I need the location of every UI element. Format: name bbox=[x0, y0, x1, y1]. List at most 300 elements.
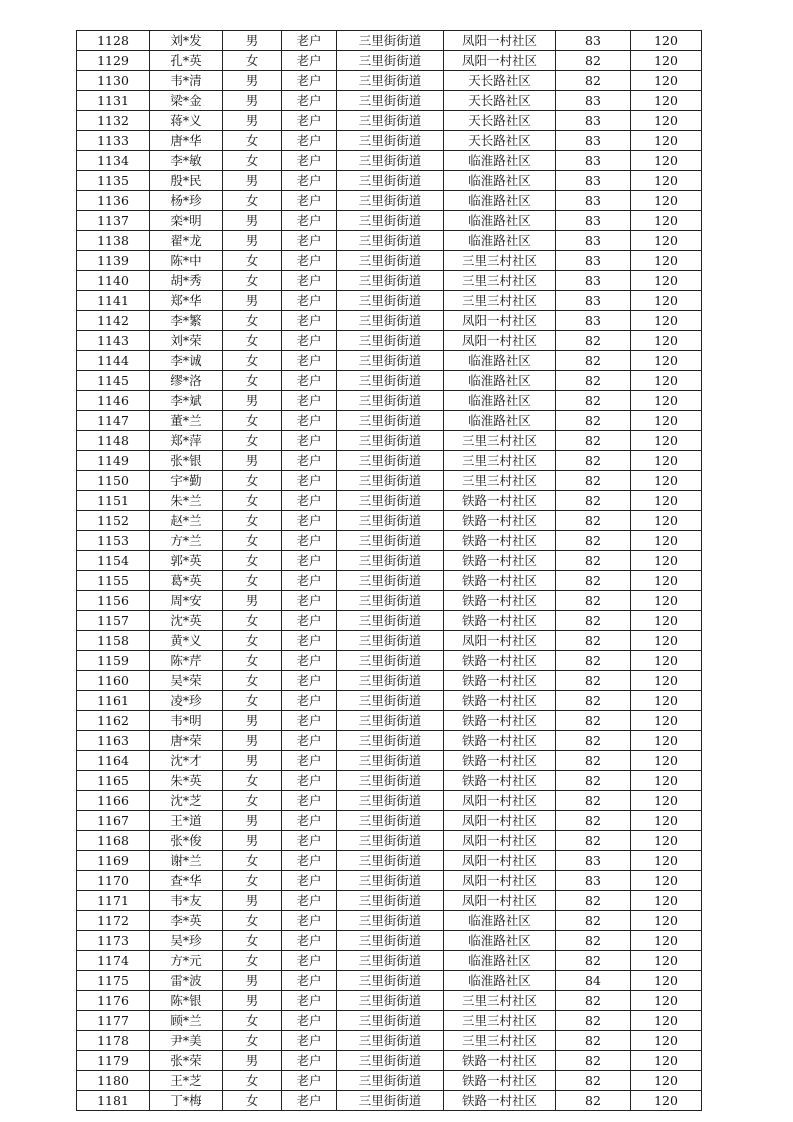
household-type-cell: 老户 bbox=[282, 271, 337, 291]
street-cell: 三里街街道 bbox=[337, 211, 444, 231]
community-cell: 临淮路社区 bbox=[444, 211, 556, 231]
household-type-cell: 老户 bbox=[282, 231, 337, 251]
amount-cell: 120 bbox=[631, 271, 702, 291]
amount-cell: 120 bbox=[631, 471, 702, 491]
age-cell: 82 bbox=[556, 1071, 631, 1091]
id-cell: 1146 bbox=[77, 391, 150, 411]
street-cell: 三里街街道 bbox=[337, 231, 444, 251]
community-cell: 凤阳一村社区 bbox=[444, 831, 556, 851]
name-cell: 张*银 bbox=[150, 451, 223, 471]
street-cell: 三里街街道 bbox=[337, 951, 444, 971]
age-cell: 82 bbox=[556, 591, 631, 611]
table-row bbox=[77, 991, 702, 1011]
amount-cell: 120 bbox=[631, 351, 702, 371]
age-cell: 82 bbox=[556, 651, 631, 671]
gender-cell: 女 bbox=[223, 851, 282, 871]
name-cell: 沈*才 bbox=[150, 751, 223, 771]
age-cell: 83 bbox=[556, 131, 631, 151]
street-cell: 三里街街道 bbox=[337, 731, 444, 751]
community-cell: 铁路一村社区 bbox=[444, 531, 556, 551]
household-type-cell: 老户 bbox=[282, 351, 337, 371]
amount-cell: 120 bbox=[631, 91, 702, 111]
community-cell: 临淮路社区 bbox=[444, 191, 556, 211]
id-cell: 1170 bbox=[77, 871, 150, 891]
community-cell: 凤阳一村社区 bbox=[444, 891, 556, 911]
name-cell: 翟*龙 bbox=[150, 231, 223, 251]
gender-cell: 女 bbox=[223, 651, 282, 671]
street-cell: 三里街街道 bbox=[337, 931, 444, 951]
street-cell: 三里街街道 bbox=[337, 1031, 444, 1051]
gender-cell: 女 bbox=[223, 251, 282, 271]
gender-cell: 男 bbox=[223, 211, 282, 231]
name-cell: 蒋*义 bbox=[150, 111, 223, 131]
name-cell: 黄*义 bbox=[150, 631, 223, 651]
amount-cell: 120 bbox=[631, 131, 702, 151]
id-cell: 1151 bbox=[77, 491, 150, 511]
community-cell: 凤阳一村社区 bbox=[444, 851, 556, 871]
household-type-cell: 老户 bbox=[282, 391, 337, 411]
table-row bbox=[77, 311, 702, 331]
amount-cell: 120 bbox=[631, 491, 702, 511]
street-cell: 三里街街道 bbox=[337, 751, 444, 771]
amount-cell: 120 bbox=[631, 411, 702, 431]
age-cell: 82 bbox=[556, 1031, 631, 1051]
name-cell: 王*芝 bbox=[150, 1071, 223, 1091]
community-cell: 铁路一村社区 bbox=[444, 671, 556, 691]
household-type-cell: 老户 bbox=[282, 71, 337, 91]
name-cell: 吴*荣 bbox=[150, 671, 223, 691]
table-row bbox=[77, 711, 702, 731]
table-row bbox=[77, 131, 702, 151]
table-row bbox=[77, 1051, 702, 1071]
amount-cell: 120 bbox=[631, 391, 702, 411]
street-cell: 三里街街道 bbox=[337, 791, 444, 811]
name-cell: 李*诚 bbox=[150, 351, 223, 371]
amount-cell: 120 bbox=[631, 291, 702, 311]
street-cell: 三里街街道 bbox=[337, 191, 444, 211]
id-cell: 1163 bbox=[77, 731, 150, 751]
street-cell: 三里街街道 bbox=[337, 971, 444, 991]
table-row bbox=[77, 391, 702, 411]
table-row bbox=[77, 471, 702, 491]
gender-cell: 男 bbox=[223, 1051, 282, 1071]
community-cell: 临淮路社区 bbox=[444, 171, 556, 191]
id-cell: 1162 bbox=[77, 711, 150, 731]
gender-cell: 男 bbox=[223, 731, 282, 751]
table-row bbox=[77, 111, 702, 131]
name-cell: 韦*友 bbox=[150, 891, 223, 911]
gender-cell: 男 bbox=[223, 891, 282, 911]
amount-cell: 120 bbox=[631, 1071, 702, 1091]
age-cell: 82 bbox=[556, 1091, 631, 1111]
street-cell: 三里街街道 bbox=[337, 271, 444, 291]
id-cell: 1154 bbox=[77, 551, 150, 571]
table-row bbox=[77, 1091, 702, 1111]
id-cell: 1158 bbox=[77, 631, 150, 651]
household-type-cell: 老户 bbox=[282, 471, 337, 491]
gender-cell: 女 bbox=[223, 51, 282, 71]
street-cell: 三里街街道 bbox=[337, 591, 444, 611]
gender-cell: 女 bbox=[223, 371, 282, 391]
amount-cell: 120 bbox=[631, 371, 702, 391]
household-type-cell: 老户 bbox=[282, 191, 337, 211]
age-cell: 82 bbox=[556, 951, 631, 971]
street-cell: 三里街街道 bbox=[337, 131, 444, 151]
table-row bbox=[77, 851, 702, 871]
name-cell: 郑*华 bbox=[150, 291, 223, 311]
age-cell: 82 bbox=[556, 771, 631, 791]
name-cell: 缪*洛 bbox=[150, 371, 223, 391]
street-cell: 三里街街道 bbox=[337, 151, 444, 171]
community-cell: 凤阳一村社区 bbox=[444, 631, 556, 651]
gender-cell: 女 bbox=[223, 411, 282, 431]
id-cell: 1145 bbox=[77, 371, 150, 391]
community-cell: 凤阳一村社区 bbox=[444, 791, 556, 811]
name-cell: 杨*珍 bbox=[150, 191, 223, 211]
household-type-cell: 老户 bbox=[282, 991, 337, 1011]
street-cell: 三里街街道 bbox=[337, 1051, 444, 1071]
gender-cell: 男 bbox=[223, 831, 282, 851]
amount-cell: 120 bbox=[631, 751, 702, 771]
community-cell: 临淮路社区 bbox=[444, 371, 556, 391]
community-cell: 铁路一村社区 bbox=[444, 511, 556, 531]
amount-cell: 120 bbox=[631, 611, 702, 631]
household-type-cell: 老户 bbox=[282, 751, 337, 771]
table-row bbox=[77, 191, 702, 211]
street-cell: 三里街街道 bbox=[337, 531, 444, 551]
household-type-cell: 老户 bbox=[282, 171, 337, 191]
amount-cell: 120 bbox=[631, 451, 702, 471]
gender-cell: 男 bbox=[223, 71, 282, 91]
name-cell: 王*道 bbox=[150, 811, 223, 831]
id-cell: 1152 bbox=[77, 511, 150, 531]
community-cell: 临淮路社区 bbox=[444, 971, 556, 991]
id-cell: 1143 bbox=[77, 331, 150, 351]
community-cell: 三里三村社区 bbox=[444, 291, 556, 311]
age-cell: 83 bbox=[556, 231, 631, 251]
community-cell: 天长路社区 bbox=[444, 131, 556, 151]
amount-cell: 120 bbox=[631, 1091, 702, 1111]
amount-cell: 120 bbox=[631, 891, 702, 911]
id-cell: 1181 bbox=[77, 1091, 150, 1111]
amount-cell: 120 bbox=[631, 211, 702, 231]
community-cell: 临淮路社区 bbox=[444, 931, 556, 951]
amount-cell: 120 bbox=[631, 251, 702, 271]
id-cell: 1176 bbox=[77, 991, 150, 1011]
table-row bbox=[77, 451, 702, 471]
id-cell: 1157 bbox=[77, 611, 150, 631]
age-cell: 82 bbox=[556, 751, 631, 771]
age-cell: 82 bbox=[556, 891, 631, 911]
id-cell: 1179 bbox=[77, 1051, 150, 1071]
household-type-cell: 老户 bbox=[282, 831, 337, 851]
gender-cell: 男 bbox=[223, 811, 282, 831]
household-type-cell: 老户 bbox=[282, 1051, 337, 1071]
community-cell: 天长路社区 bbox=[444, 71, 556, 91]
amount-cell: 120 bbox=[631, 531, 702, 551]
amount-cell: 120 bbox=[631, 111, 702, 131]
age-cell: 82 bbox=[556, 431, 631, 451]
table-row bbox=[77, 1071, 702, 1091]
household-type-cell: 老户 bbox=[282, 851, 337, 871]
community-cell: 三里三村社区 bbox=[444, 271, 556, 291]
household-type-cell: 老户 bbox=[282, 211, 337, 231]
age-cell: 82 bbox=[556, 471, 631, 491]
age-cell: 83 bbox=[556, 111, 631, 131]
household-type-cell: 老户 bbox=[282, 371, 337, 391]
table-row bbox=[77, 731, 702, 751]
gender-cell: 女 bbox=[223, 1031, 282, 1051]
community-cell: 临淮路社区 bbox=[444, 231, 556, 251]
age-cell: 82 bbox=[556, 71, 631, 91]
amount-cell: 120 bbox=[631, 571, 702, 591]
id-cell: 1164 bbox=[77, 751, 150, 771]
gender-cell: 女 bbox=[223, 531, 282, 551]
community-cell: 三里三村社区 bbox=[444, 451, 556, 471]
amount-cell: 120 bbox=[631, 951, 702, 971]
gender-cell: 女 bbox=[223, 151, 282, 171]
age-cell: 82 bbox=[556, 451, 631, 471]
street-cell: 三里街街道 bbox=[337, 251, 444, 271]
amount-cell: 120 bbox=[631, 831, 702, 851]
age-cell: 82 bbox=[556, 631, 631, 651]
household-type-cell: 老户 bbox=[282, 51, 337, 71]
gender-cell: 女 bbox=[223, 571, 282, 591]
id-cell: 1172 bbox=[77, 911, 150, 931]
gender-cell: 男 bbox=[223, 111, 282, 131]
street-cell: 三里街街道 bbox=[337, 631, 444, 651]
household-type-cell: 老户 bbox=[282, 651, 337, 671]
id-cell: 1138 bbox=[77, 231, 150, 251]
age-cell: 82 bbox=[556, 551, 631, 571]
household-type-cell: 老户 bbox=[282, 1011, 337, 1031]
gender-cell: 男 bbox=[223, 231, 282, 251]
street-cell: 三里街街道 bbox=[337, 311, 444, 331]
gender-cell: 男 bbox=[223, 171, 282, 191]
table-row bbox=[77, 151, 702, 171]
age-cell: 82 bbox=[556, 911, 631, 931]
gender-cell: 女 bbox=[223, 671, 282, 691]
amount-cell: 120 bbox=[631, 231, 702, 251]
name-cell: 陈*中 bbox=[150, 251, 223, 271]
amount-cell: 120 bbox=[631, 551, 702, 571]
table-row bbox=[77, 871, 702, 891]
amount-cell: 120 bbox=[631, 671, 702, 691]
household-type-cell: 老户 bbox=[282, 31, 337, 51]
household-type-cell: 老户 bbox=[282, 671, 337, 691]
community-cell: 铁路一村社区 bbox=[444, 651, 556, 671]
community-cell: 铁路一村社区 bbox=[444, 491, 556, 511]
street-cell: 三里街街道 bbox=[337, 391, 444, 411]
age-cell: 82 bbox=[556, 811, 631, 831]
gender-cell: 女 bbox=[223, 691, 282, 711]
amount-cell: 120 bbox=[631, 431, 702, 451]
street-cell: 三里街街道 bbox=[337, 871, 444, 891]
name-cell: 沈*英 bbox=[150, 611, 223, 631]
gender-cell: 女 bbox=[223, 271, 282, 291]
name-cell: 张*荣 bbox=[150, 1051, 223, 1071]
household-type-cell: 老户 bbox=[282, 771, 337, 791]
street-cell: 三里街街道 bbox=[337, 1071, 444, 1091]
gender-cell: 男 bbox=[223, 451, 282, 471]
amount-cell: 120 bbox=[631, 711, 702, 731]
name-cell: 赵*兰 bbox=[150, 511, 223, 531]
gender-cell: 女 bbox=[223, 191, 282, 211]
age-cell: 82 bbox=[556, 491, 631, 511]
name-cell: 朱*英 bbox=[150, 771, 223, 791]
table-row bbox=[77, 891, 702, 911]
street-cell: 三里街街道 bbox=[337, 551, 444, 571]
household-type-cell: 老户 bbox=[282, 551, 337, 571]
gender-cell: 女 bbox=[223, 1091, 282, 1111]
community-cell: 铁路一村社区 bbox=[444, 1091, 556, 1111]
id-cell: 1168 bbox=[77, 831, 150, 851]
gender-cell: 女 bbox=[223, 331, 282, 351]
id-cell: 1178 bbox=[77, 1031, 150, 1051]
age-cell: 82 bbox=[556, 611, 631, 631]
household-type-cell: 老户 bbox=[282, 291, 337, 311]
household-type-cell: 老户 bbox=[282, 511, 337, 531]
amount-cell: 120 bbox=[631, 911, 702, 931]
street-cell: 三里街街道 bbox=[337, 911, 444, 931]
street-cell: 三里街街道 bbox=[337, 511, 444, 531]
household-type-cell: 老户 bbox=[282, 711, 337, 731]
id-cell: 1148 bbox=[77, 431, 150, 451]
age-cell: 84 bbox=[556, 971, 631, 991]
amount-cell: 120 bbox=[631, 1051, 702, 1071]
gender-cell: 女 bbox=[223, 791, 282, 811]
age-cell: 83 bbox=[556, 91, 631, 111]
street-cell: 三里街街道 bbox=[337, 371, 444, 391]
name-cell: 查*华 bbox=[150, 871, 223, 891]
name-cell: 张*俊 bbox=[150, 831, 223, 851]
id-cell: 1160 bbox=[77, 671, 150, 691]
age-cell: 83 bbox=[556, 311, 631, 331]
name-cell: 韦*明 bbox=[150, 711, 223, 731]
street-cell: 三里街街道 bbox=[337, 1091, 444, 1111]
household-type-cell: 老户 bbox=[282, 251, 337, 271]
table-row bbox=[77, 671, 702, 691]
name-cell: 陈*银 bbox=[150, 991, 223, 1011]
roster-table bbox=[76, 30, 702, 1111]
street-cell: 三里街街道 bbox=[337, 111, 444, 131]
street-cell: 三里街街道 bbox=[337, 291, 444, 311]
amount-cell: 120 bbox=[631, 731, 702, 751]
age-cell: 82 bbox=[556, 391, 631, 411]
amount-cell: 120 bbox=[631, 511, 702, 531]
community-cell: 铁路一村社区 bbox=[444, 611, 556, 631]
name-cell: 唐*华 bbox=[150, 131, 223, 151]
gender-cell: 女 bbox=[223, 771, 282, 791]
gender-cell: 男 bbox=[223, 711, 282, 731]
amount-cell: 120 bbox=[631, 1011, 702, 1031]
age-cell: 83 bbox=[556, 31, 631, 51]
amount-cell: 120 bbox=[631, 151, 702, 171]
gender-cell: 男 bbox=[223, 91, 282, 111]
street-cell: 三里街街道 bbox=[337, 851, 444, 871]
id-cell: 1177 bbox=[77, 1011, 150, 1031]
street-cell: 三里街街道 bbox=[337, 491, 444, 511]
name-cell: 宇*勤 bbox=[150, 471, 223, 491]
table-row bbox=[77, 551, 702, 571]
gender-cell: 男 bbox=[223, 391, 282, 411]
household-type-cell: 老户 bbox=[282, 111, 337, 131]
id-cell: 1171 bbox=[77, 891, 150, 911]
table-row bbox=[77, 51, 702, 71]
household-type-cell: 老户 bbox=[282, 631, 337, 651]
gender-cell: 女 bbox=[223, 431, 282, 451]
name-cell: 凌*珍 bbox=[150, 691, 223, 711]
street-cell: 三里街街道 bbox=[337, 71, 444, 91]
gender-cell: 女 bbox=[223, 611, 282, 631]
community-cell: 临淮路社区 bbox=[444, 951, 556, 971]
household-type-cell: 老户 bbox=[282, 611, 337, 631]
amount-cell: 120 bbox=[631, 811, 702, 831]
street-cell: 三里街街道 bbox=[337, 411, 444, 431]
id-cell: 1139 bbox=[77, 251, 150, 271]
gender-cell: 女 bbox=[223, 511, 282, 531]
gender-cell: 男 bbox=[223, 991, 282, 1011]
household-type-cell: 老户 bbox=[282, 411, 337, 431]
household-type-cell: 老户 bbox=[282, 571, 337, 591]
household-type-cell: 老户 bbox=[282, 311, 337, 331]
gender-cell: 女 bbox=[223, 871, 282, 891]
table-row bbox=[77, 231, 702, 251]
table-row bbox=[77, 251, 702, 271]
amount-cell: 120 bbox=[631, 591, 702, 611]
community-cell: 铁路一村社区 bbox=[444, 591, 556, 611]
name-cell: 孔*英 bbox=[150, 51, 223, 71]
table-row bbox=[77, 951, 702, 971]
table-row bbox=[77, 31, 702, 51]
street-cell: 三里街街道 bbox=[337, 451, 444, 471]
age-cell: 82 bbox=[556, 991, 631, 1011]
household-type-cell: 老户 bbox=[282, 931, 337, 951]
gender-cell: 女 bbox=[223, 631, 282, 651]
name-cell: 丁*梅 bbox=[150, 1091, 223, 1111]
household-type-cell: 老户 bbox=[282, 951, 337, 971]
id-cell: 1166 bbox=[77, 791, 150, 811]
id-cell: 1131 bbox=[77, 91, 150, 111]
name-cell: 顾*兰 bbox=[150, 1011, 223, 1031]
age-cell: 83 bbox=[556, 251, 631, 271]
name-cell: 李*敏 bbox=[150, 151, 223, 171]
gender-cell: 男 bbox=[223, 751, 282, 771]
household-type-cell: 老户 bbox=[282, 491, 337, 511]
table-row bbox=[77, 791, 702, 811]
table-row bbox=[77, 291, 702, 311]
id-cell: 1136 bbox=[77, 191, 150, 211]
amount-cell: 120 bbox=[631, 871, 702, 891]
age-cell: 82 bbox=[556, 931, 631, 951]
id-cell: 1149 bbox=[77, 451, 150, 471]
name-cell: 唐*荣 bbox=[150, 731, 223, 751]
street-cell: 三里街街道 bbox=[337, 831, 444, 851]
community-cell: 三里三村社区 bbox=[444, 991, 556, 1011]
street-cell: 三里街街道 bbox=[337, 31, 444, 51]
amount-cell: 120 bbox=[631, 1031, 702, 1051]
amount-cell: 120 bbox=[631, 851, 702, 871]
gender-cell: 女 bbox=[223, 351, 282, 371]
id-cell: 1173 bbox=[77, 931, 150, 951]
table-row bbox=[77, 531, 702, 551]
community-cell: 铁路一村社区 bbox=[444, 571, 556, 591]
name-cell: 吴*珍 bbox=[150, 931, 223, 951]
community-cell: 三里三村社区 bbox=[444, 251, 556, 271]
community-cell: 三里三村社区 bbox=[444, 471, 556, 491]
gender-cell: 男 bbox=[223, 31, 282, 51]
gender-cell: 男 bbox=[223, 971, 282, 991]
